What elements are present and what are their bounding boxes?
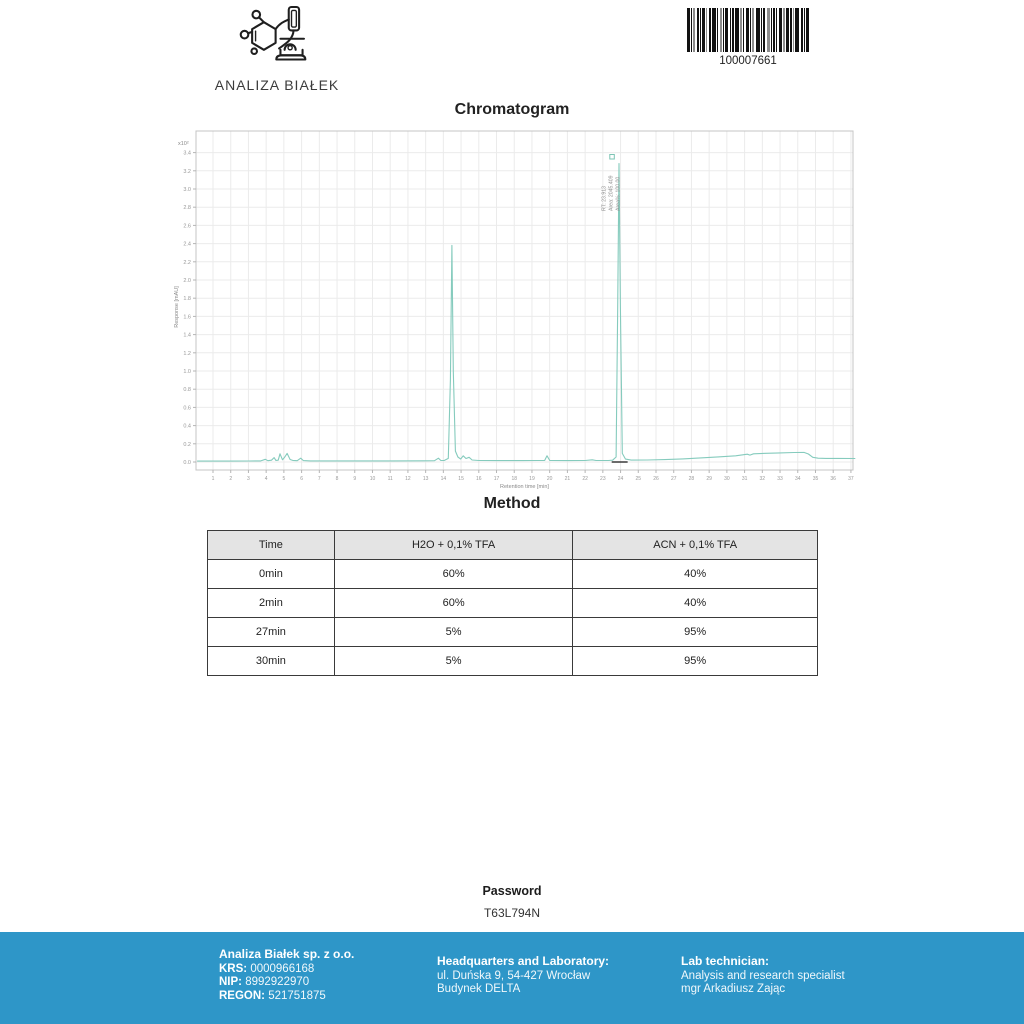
svg-text:37: 37: [848, 476, 854, 482]
svg-text:0.8: 0.8: [183, 387, 191, 394]
cell-h2o: 60%: [334, 560, 573, 589]
peak-annotation: [602, 155, 622, 212]
krs-value: 0000966168: [250, 962, 315, 975]
svg-text:1.8: 1.8: [183, 296, 191, 303]
svg-text:1: 1: [211, 476, 215, 482]
svg-text:5: 5: [282, 476, 286, 482]
svg-text:1.2: 1.2: [183, 350, 191, 357]
cell-time: 0min: [208, 560, 335, 589]
x-axis-label: Retention time [min]: [500, 484, 549, 490]
svg-text:22: 22: [582, 476, 588, 482]
krs-label: KRS:: [219, 962, 248, 975]
footer-hq-building: Budynek DELTA: [437, 983, 521, 995]
svg-text:15: 15: [458, 476, 464, 482]
table-row: [208, 647, 818, 676]
chart-grid: [196, 131, 853, 470]
barcode-bars: [686, 8, 810, 52]
svg-text:19: 19: [529, 476, 535, 482]
footer-hq-address: ul. Duńska 9, 54-427 Wrocław: [437, 969, 591, 982]
footer-hq-title: Headquarters and Laboratory:: [437, 954, 610, 968]
method-col-acn: ACN + 0,1% TFA: [573, 531, 818, 560]
footer-headquarters-info: [437, 955, 609, 997]
footer-regon-line: [219, 990, 354, 1004]
hexagon-microscope-logo-icon: [239, 4, 315, 68]
svg-text:13: 13: [422, 476, 429, 482]
method-col-h2o: H2O + 0,1% TFA: [334, 531, 573, 560]
regon-value: 521751875: [268, 989, 326, 1002]
svg-text:7: 7: [317, 476, 321, 482]
barcode-bar: [806, 8, 809, 52]
svg-text:27: 27: [670, 476, 677, 482]
svg-text:0.0: 0.0: [183, 460, 191, 466]
barcode: [686, 8, 810, 67]
chromatogram-section-title: Chromatogram: [454, 101, 570, 118]
svg-text:12: 12: [405, 476, 411, 482]
svg-text:6: 6: [300, 476, 303, 482]
footer: [0, 932, 1024, 1024]
password-value: T63L794N: [483, 906, 541, 920]
regon-label: REGON:: [219, 989, 265, 1002]
svg-text:3.4: 3.4: [183, 150, 191, 157]
cell-acn: 95%: [573, 618, 818, 647]
method-table: [207, 530, 818, 676]
svg-text:Area: 2045.409: Area: 2045.409: [608, 175, 615, 211]
footer-tech-role: Analysis and research specialist: [681, 969, 845, 982]
svg-text:3.0: 3.0: [183, 187, 191, 193]
plot-border: [196, 131, 853, 470]
svg-text:10: 10: [369, 476, 376, 482]
svg-text:24: 24: [617, 476, 624, 482]
footer-krs-line: [219, 963, 354, 977]
svg-text:32: 32: [759, 476, 766, 482]
svg-text:30: 30: [724, 476, 730, 482]
footer-tech-title: Lab technician:: [681, 954, 770, 968]
svg-text:34: 34: [794, 476, 801, 482]
svg-text:14: 14: [440, 476, 447, 482]
cell-acn: 40%: [573, 560, 818, 589]
table-row: [208, 589, 818, 618]
password-block: [0, 884, 1024, 920]
password-label: Password: [482, 884, 542, 898]
cell-h2o: 5%: [334, 618, 573, 647]
company-logo: [207, 4, 347, 93]
cell-time: 27min: [208, 618, 335, 647]
svg-text:2.6: 2.6: [183, 223, 191, 230]
cell-h2o: 5%: [334, 647, 573, 676]
footer-company-name: Analiza Białek sp. z o.o.: [219, 947, 355, 961]
svg-text:28: 28: [688, 476, 695, 482]
svg-text:20: 20: [546, 476, 553, 482]
svg-text:26: 26: [653, 476, 659, 482]
svg-text:23: 23: [600, 476, 606, 482]
svg-text:21: 21: [564, 476, 571, 482]
svg-text:RT: 23.913: RT: 23.913: [601, 186, 608, 211]
svg-text:35: 35: [812, 476, 819, 482]
svg-text:16: 16: [476, 476, 482, 482]
svg-text:2.0: 2.0: [183, 278, 191, 284]
nip-value: 8992922970: [245, 976, 310, 988]
svg-text:1.0: 1.0: [183, 369, 191, 375]
table-row: [208, 560, 818, 589]
svg-text:17: 17: [493, 476, 500, 482]
cell-acn: 40%: [573, 589, 818, 618]
chromatogram-chart: [170, 127, 860, 495]
method-section-title: Method: [483, 495, 541, 512]
svg-text:1.4: 1.4: [183, 332, 191, 339]
footer-lab-technician-info: [681, 955, 845, 997]
svg-text:3: 3: [247, 476, 250, 482]
cell-acn: 95%: [573, 647, 818, 676]
y-axis-label: Response [mAU]: [174, 286, 180, 328]
svg-text:2: 2: [229, 476, 233, 482]
svg-text:2.4: 2.4: [183, 241, 191, 248]
footer-tech-name: mgr Arkadiusz Zając: [681, 983, 786, 995]
svg-text:29: 29: [706, 476, 712, 482]
peak-marker-square: [610, 155, 615, 160]
company-logo-text: ANALIZA BIAŁEK: [214, 77, 340, 93]
svg-text:0.2: 0.2: [183, 441, 191, 448]
cell-h2o: 60%: [334, 589, 573, 618]
svg-text:0.4: 0.4: [183, 423, 191, 430]
cell-time: 30min: [208, 647, 335, 676]
svg-text:1.6: 1.6: [183, 314, 191, 321]
nip-label: NIP:: [219, 976, 242, 988]
table-row: [208, 618, 818, 647]
svg-text:11: 11: [387, 476, 393, 482]
barcode-number: 100007661: [719, 55, 777, 67]
footer-company-info: [219, 948, 354, 1003]
chromatogram-plot: [170, 127, 860, 495]
svg-text:31: 31: [741, 476, 748, 482]
chromatogram-trace: [197, 164, 855, 462]
svg-text:Area%: 100.00: Area%: 100.00: [615, 176, 622, 211]
svg-text:2.8: 2.8: [183, 205, 191, 212]
method-col-time: Time: [208, 531, 335, 560]
method-table-header-row: [208, 531, 818, 560]
svg-text:18: 18: [511, 476, 518, 482]
svg-text:25: 25: [635, 476, 642, 482]
svg-text:3.2: 3.2: [183, 168, 191, 175]
svg-text:2.2: 2.2: [183, 259, 191, 266]
svg-text:8: 8: [335, 476, 339, 482]
footer-nip-line: [219, 976, 354, 990]
svg-text:33: 33: [777, 476, 783, 482]
svg-text:36: 36: [830, 476, 836, 482]
svg-text:0.6: 0.6: [183, 405, 191, 412]
y-axis-multiplier: x10²: [178, 141, 189, 147]
svg-text:9: 9: [353, 476, 357, 482]
svg-text:4: 4: [264, 476, 268, 482]
cell-time: 2min: [208, 589, 335, 618]
